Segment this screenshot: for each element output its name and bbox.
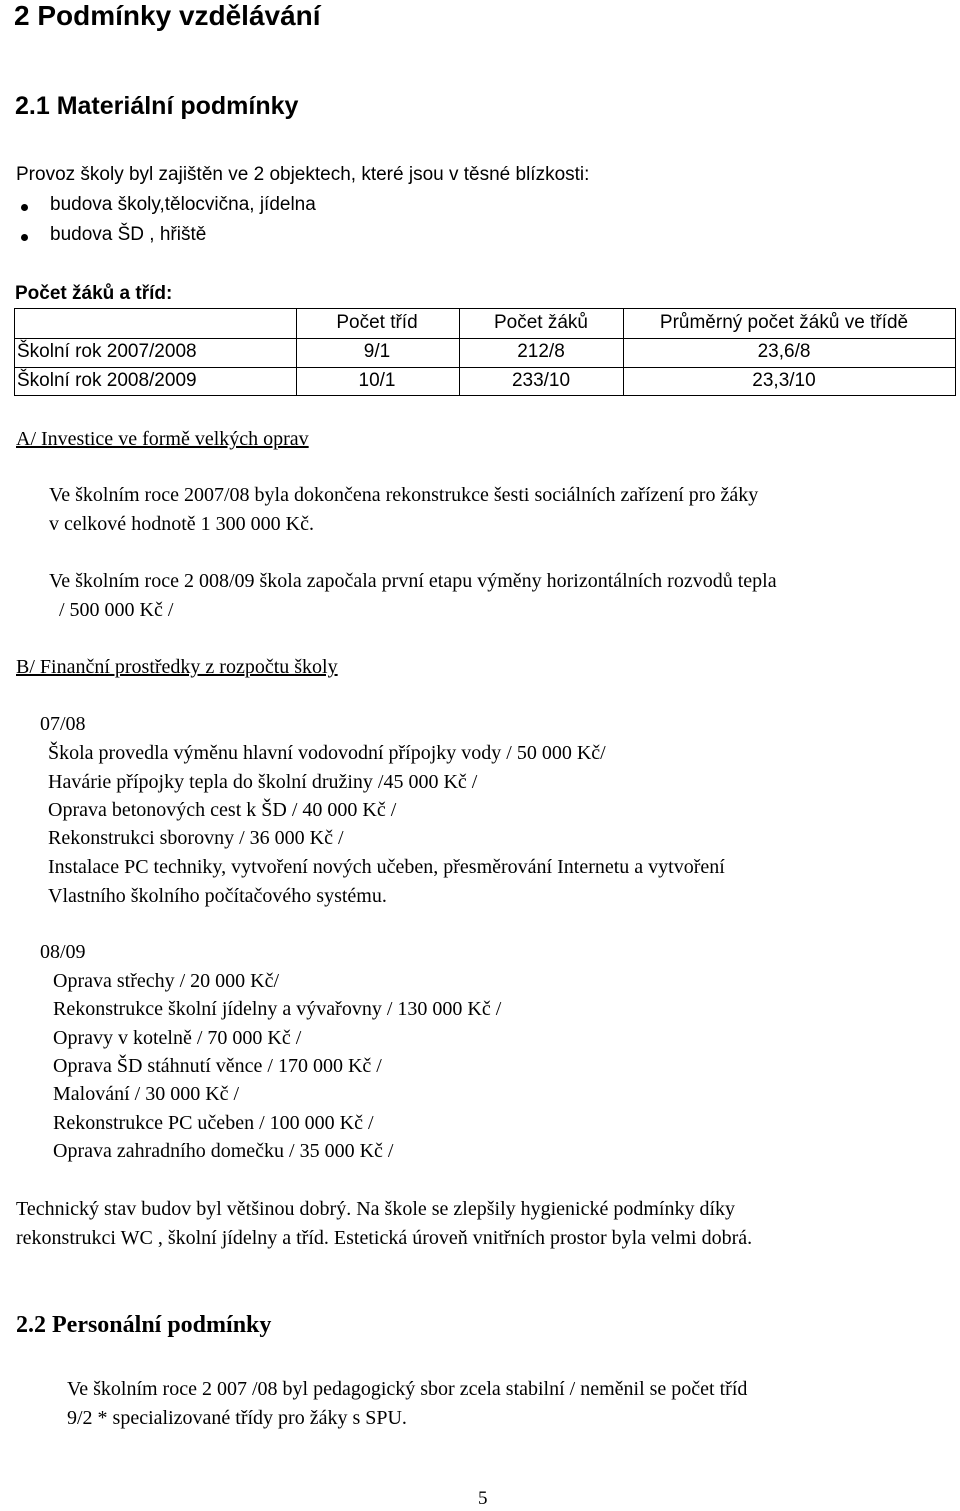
table-cell: Školní rok 2007/2008	[17, 341, 197, 362]
table-cell: 212/8	[517, 341, 565, 362]
list-item: Rekonstrukce PC učeben / 100 000 Kč /	[53, 1112, 374, 1134]
table-cell: 233/10	[511, 370, 571, 391]
page-number: 5	[478, 1488, 488, 1509]
table-col-divider	[296, 309, 297, 395]
table-header: Počet žáků	[494, 312, 588, 333]
heading-personnel-conditions: 2.2 Personální podmínky	[16, 1312, 272, 1338]
year-label: 08/09	[40, 941, 86, 963]
table-header: Počet tříd	[336, 312, 418, 333]
section-a-paragraph: v celkové hodnotě 1 300 000 Kč.	[49, 513, 314, 535]
year-label: 07/08	[40, 713, 86, 735]
bullet-icon	[21, 204, 28, 211]
summary-paragraph: rekonstrukci WC , školní jídelny a tříd. Estetická úroveň vnitřních prostor byla velmi dobrá.	[16, 1227, 753, 1249]
list-item: Oprava střechy / 20 000 Kč/	[53, 970, 280, 992]
list-item: Instalace PC techniky, vytvoření nových učeben, přesměrování Internetu a vytvoření	[48, 856, 725, 878]
personnel-paragraph: 9/2 * specializované třídy pro žáky s SPU.	[67, 1407, 407, 1429]
table-row-divider	[15, 367, 955, 368]
intro-text: Provoz školy byl zajištěn ve 2 objektech, které jsou v těsné blízkosti:	[16, 164, 590, 185]
summary-paragraph: Technický stav budov byl většinou dobrý. Na škole se zlepšily hygienické podmínky díky	[16, 1198, 736, 1220]
list-item: Rekonstrukce školní jídelny a vývařovny / 130 000 Kč /	[53, 998, 502, 1020]
list-item: Oprava zahradního domečku / 35 000 Kč /	[53, 1140, 394, 1162]
personnel-paragraph: Ve školním roce 2 007 /08 byl pedagogický sbor zcela stabilní / neměnil se počet tříd	[67, 1378, 748, 1400]
list-item: Opravy v kotelně / 70 000 Kč /	[53, 1027, 302, 1049]
table-cell: 23,3/10	[752, 370, 816, 391]
list-item: Škola provedla výměnu hlavní vodovodní přípojky vody / 50 000 Kč/	[48, 742, 606, 764]
table-cell: 9/1	[363, 341, 391, 362]
students-classes-table	[14, 308, 956, 396]
list-item: Oprava betonových cest k ŠD / 40 000 Kč /	[48, 799, 397, 821]
list-item: Havárie přípojky tepla do školní družiny /45 000 Kč /	[48, 771, 478, 793]
heading-material-conditions: 2.1 Materiální podmínky	[15, 92, 299, 120]
table-col-divider	[459, 309, 460, 395]
bullet-item: budova ŠD , hřiště	[50, 224, 207, 245]
table-cell: Školní rok 2008/2009	[17, 370, 197, 391]
table-col-divider	[623, 309, 624, 395]
list-item: Oprava ŠD stáhnutí věnce / 170 000 Kč /	[53, 1055, 382, 1077]
section-a-paragraph: Ve školním roce 2 008/09 škola započala první etapu výměny horizontálních rozvodů tepla	[49, 570, 777, 592]
bullet-item: budova školy,tělocvična, jídelna	[50, 194, 316, 215]
table-caption: Počet žáků a tříd:	[15, 283, 173, 304]
section-b-title: B/ Finanční prostředky z rozpočtu školy	[16, 656, 338, 678]
table-row-divider	[15, 338, 955, 339]
table-cell: 23,6/8	[757, 341, 811, 362]
list-item: Malování / 30 000 Kč /	[53, 1083, 240, 1105]
section-a-paragraph: / 500 000 Kč /	[59, 599, 174, 621]
bullet-icon	[21, 234, 28, 241]
heading-main: 2 Podmínky vzdělávání	[14, 0, 321, 31]
list-item: Rekonstrukci sborovny / 36 000 Kč /	[48, 827, 344, 849]
section-a-title: A/ Investice ve formě velkých oprav	[16, 428, 309, 450]
section-a-paragraph: Ve školním roce 2007/08 byla dokončena rekonstrukce šesti sociálních zařízení pro žáky	[49, 484, 759, 506]
table-cell: 10/1	[358, 370, 396, 391]
table-header: Průměrný počet žáků ve třídě	[659, 312, 909, 333]
list-item: Vlastního školního počítačového systému.	[48, 885, 387, 907]
